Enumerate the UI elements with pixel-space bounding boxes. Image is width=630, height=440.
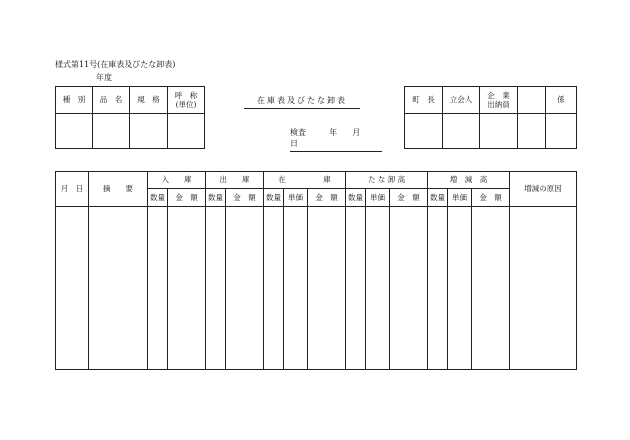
category-header: 種 別 [56, 87, 93, 114]
receipt-header: 入 庫 [148, 172, 206, 189]
inventory-header: た な 卸 高 [346, 172, 428, 189]
receipt-qty-cell[interactable] [148, 207, 168, 370]
ledger-table [55, 171, 577, 370]
change-unit-price-header: 単価 [448, 189, 472, 207]
inventory-unit-price-cell[interactable] [366, 207, 390, 370]
form-number-label: 様式第11号(在庫表及びたな卸表) [55, 60, 176, 69]
change-header: 増 減 高 [428, 172, 510, 189]
spec-cell[interactable] [130, 114, 168, 149]
change-unit-price-cell[interactable] [448, 207, 472, 370]
summary-header: 摘 要 [89, 172, 148, 207]
change-amount-header: 金 額 [472, 189, 510, 207]
stock-unit-price-cell[interactable] [284, 207, 308, 370]
receipt-amount-cell[interactable] [168, 207, 206, 370]
ledger-body-row [56, 207, 577, 370]
stock-amount-header: 金 額 [308, 189, 346, 207]
unit-name-label: 呼 称 [174, 90, 198, 100]
issue-qty-cell[interactable] [206, 207, 226, 370]
treasurer-header [480, 87, 518, 114]
spec-header: 規 格 [130, 87, 168, 114]
stock-amount-cell[interactable] [308, 207, 346, 370]
unit-name-header [168, 87, 205, 114]
item-name-header: 品 名 [93, 87, 130, 114]
stock-unit-price-header: 単価 [284, 189, 308, 207]
change-amount-cell[interactable] [472, 207, 510, 370]
change-reason-header: 増減の原因 [510, 172, 577, 207]
receipt-qty-header: 数量 [148, 189, 168, 207]
inspection-date-line [290, 127, 382, 152]
inventory-amount-cell[interactable] [390, 207, 428, 370]
mayor-header: 町 長 [405, 87, 443, 114]
inspection-day-label: 日 [290, 139, 298, 148]
document-title: 在庫表及びたな卸表 [244, 95, 360, 109]
witness-header: 立会人 [443, 87, 480, 114]
issue-header: 出 庫 [206, 172, 264, 189]
enterprise-label: 企 業 [487, 90, 510, 100]
blank-header [518, 87, 546, 114]
item-info-table [55, 86, 205, 149]
category-cell[interactable] [56, 114, 93, 149]
issue-amount-header: 金 額 [226, 189, 264, 207]
fiscal-year-label: 年度 [96, 73, 112, 82]
stock-qty-cell[interactable] [264, 207, 284, 370]
inspection-label: 検査 [290, 128, 306, 137]
stock-qty-header: 数量 [264, 189, 284, 207]
change-qty-header: 数量 [428, 189, 448, 207]
staff-header: 係 [546, 87, 577, 114]
inspection-month-label: 月 [352, 128, 361, 137]
inventory-unit-price-header: 単価 [366, 189, 390, 207]
change-reason-cell[interactable] [510, 207, 577, 370]
inventory-qty-cell[interactable] [346, 207, 366, 370]
inventory-qty-header: 数量 [346, 189, 366, 207]
date-header: 月 日 [56, 172, 89, 207]
unit-name-cell[interactable] [168, 114, 205, 149]
inspection-year-label: 年 [329, 128, 338, 137]
item-name-cell[interactable] [93, 114, 130, 149]
treasurer-seal-cell[interactable] [480, 114, 518, 149]
issue-amount-cell[interactable] [226, 207, 264, 370]
mayor-seal-cell[interactable] [405, 114, 443, 149]
blank-seal-cell[interactable] [518, 114, 546, 149]
unit-label: (単位) [175, 100, 197, 109]
inventory-amount-header: 金 額 [390, 189, 428, 207]
issue-qty-header: 数量 [206, 189, 226, 207]
witness-seal-cell[interactable] [443, 114, 480, 149]
staff-seal-cell[interactable] [546, 114, 577, 149]
stock-header: 在 庫 [264, 172, 346, 189]
approval-table [404, 86, 577, 149]
change-qty-cell[interactable] [428, 207, 448, 370]
summary-cell[interactable] [89, 207, 148, 370]
date-cell[interactable] [56, 207, 89, 370]
cashier-label: 出納員 [487, 100, 510, 109]
receipt-amount-header: 金 額 [168, 189, 206, 207]
